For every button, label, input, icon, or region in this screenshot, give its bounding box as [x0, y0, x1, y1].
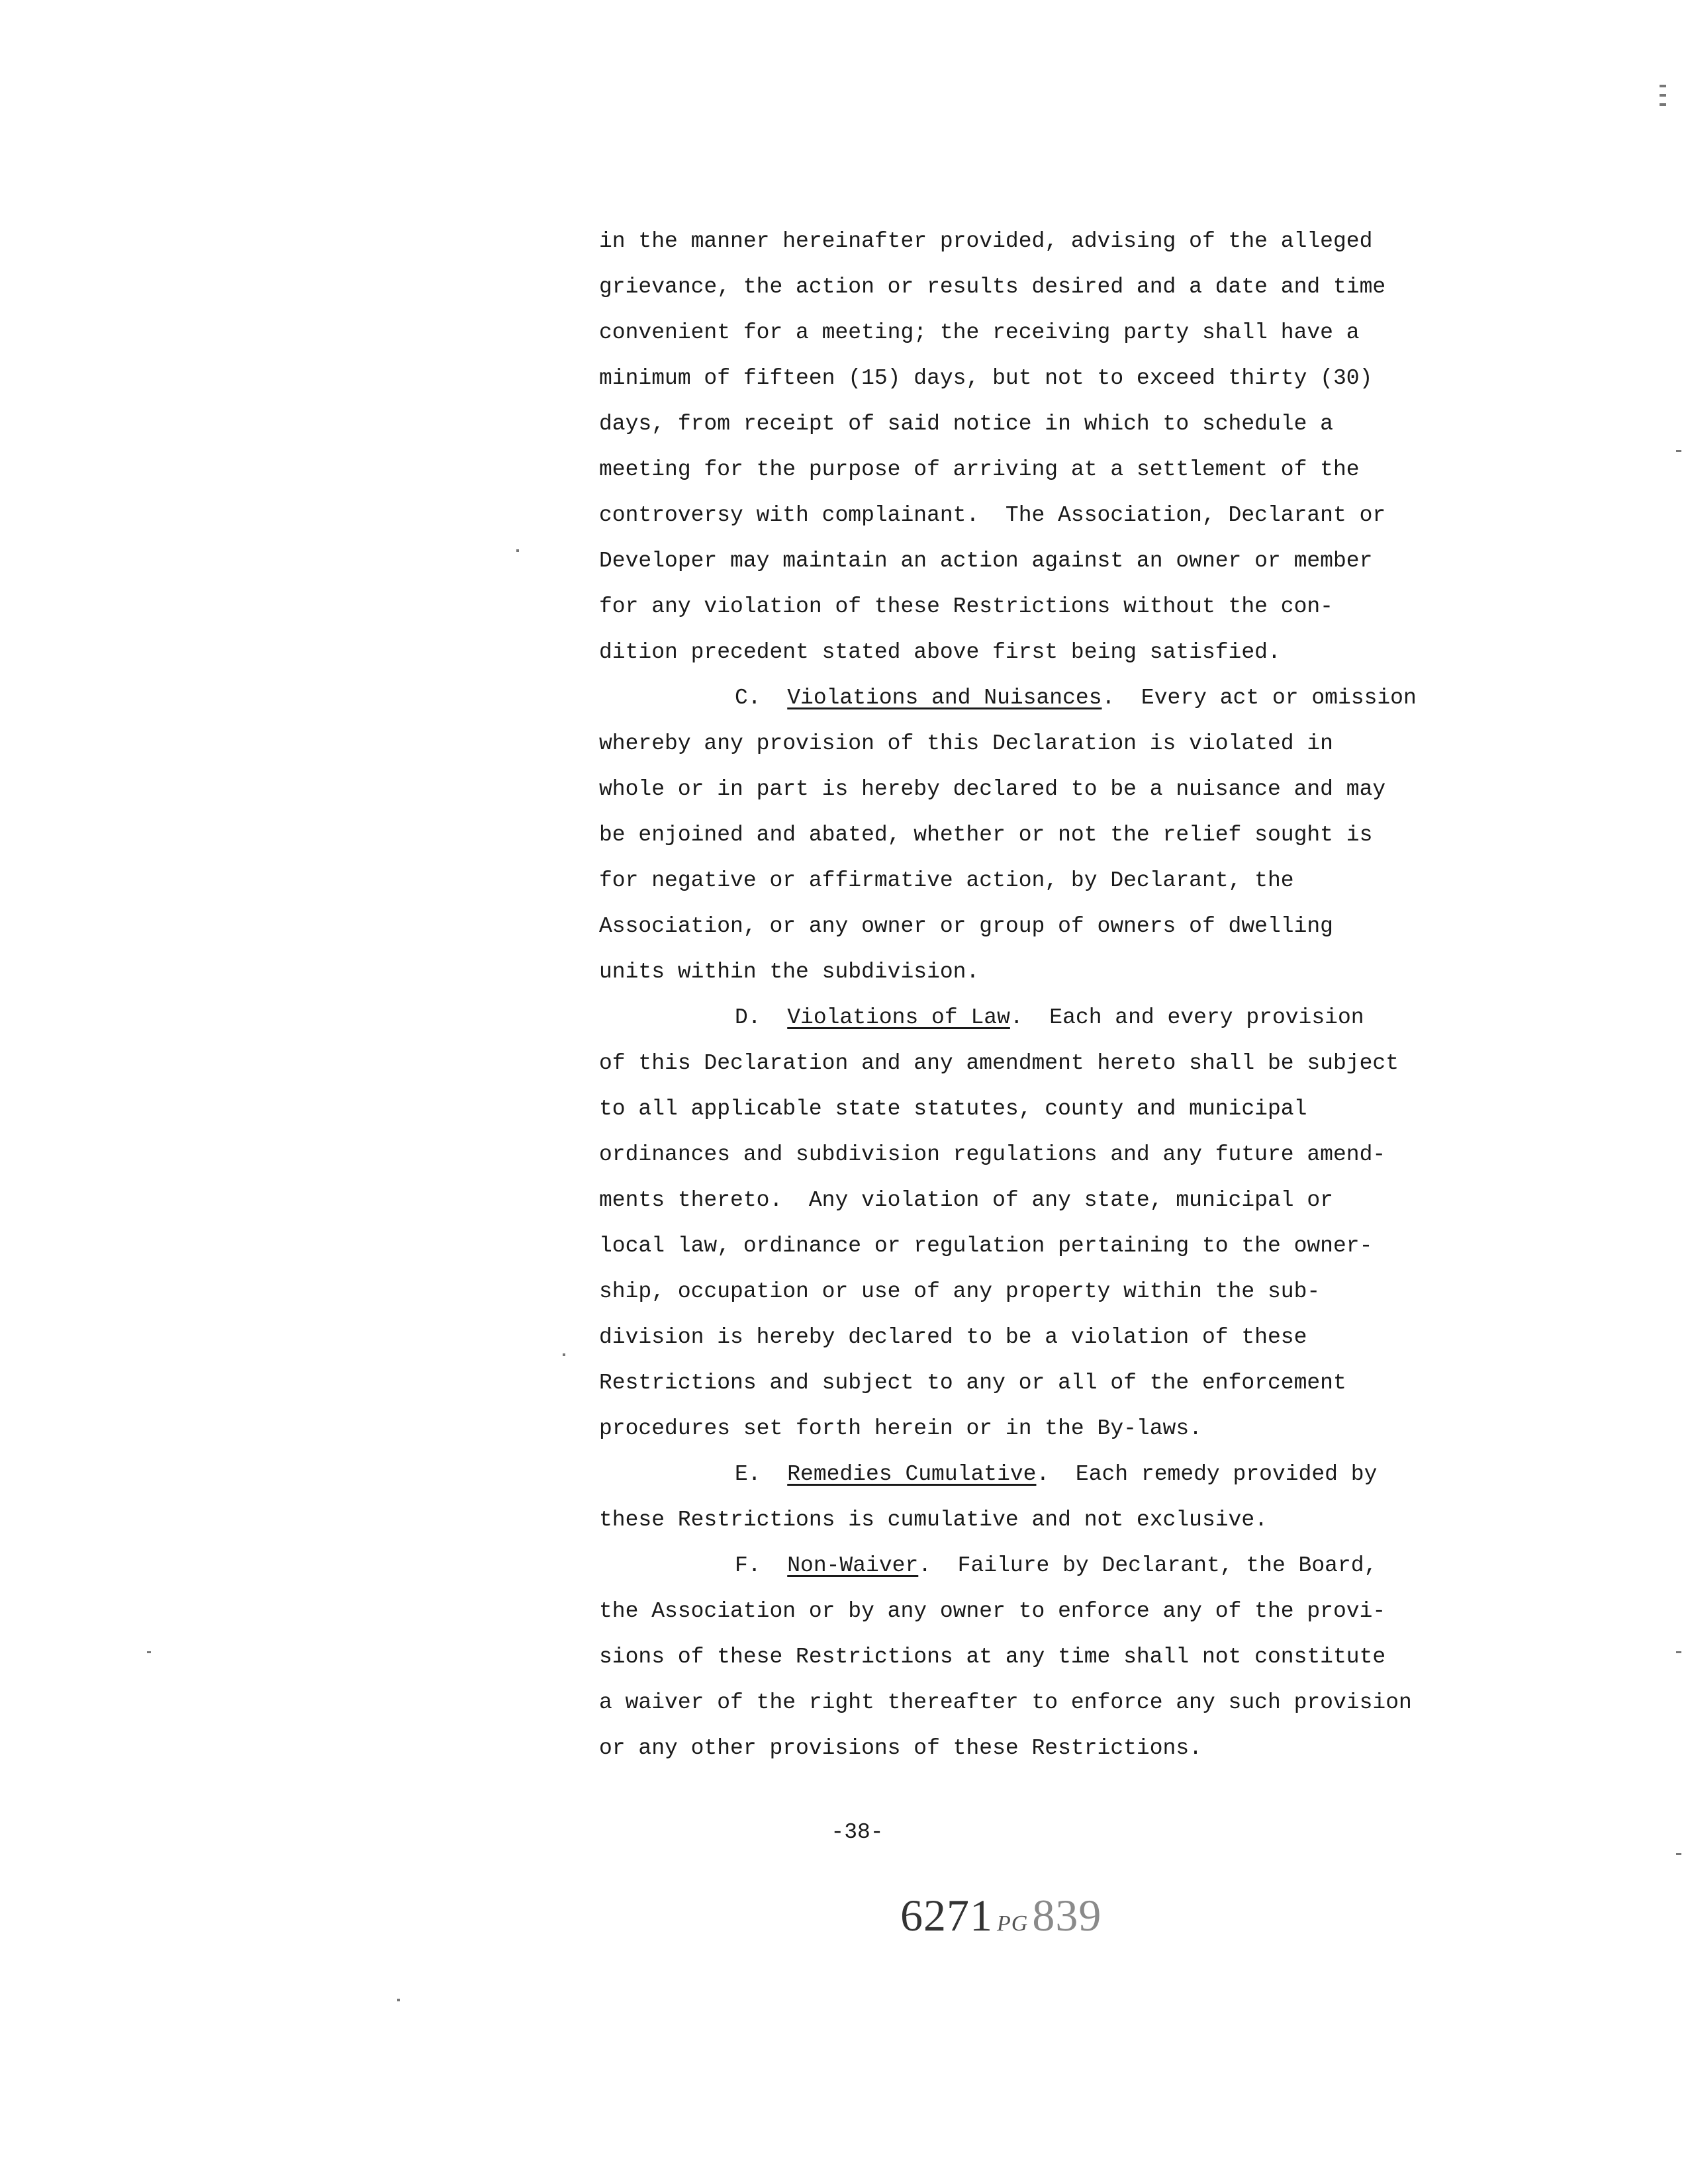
line-text: of this Declaration and any amendment hereto shall be subject	[599, 1051, 1399, 1075]
section-heading: Non-Waiver	[787, 1553, 919, 1578]
text-line	[599, 355, 1460, 401]
line-text: to all applicable state statutes, county and municipal	[599, 1097, 1307, 1121]
text-line	[599, 1132, 1460, 1177]
text-line	[599, 1086, 1460, 1132]
book-page-separator: PG	[997, 1911, 1029, 1936]
line-text: units within the subdivision.	[599, 960, 980, 984]
text-line	[599, 1314, 1460, 1360]
text-line	[599, 1588, 1460, 1634]
line-text: . Every act or omission	[1102, 686, 1417, 710]
text-line	[599, 1269, 1460, 1314]
section-label: C.	[735, 686, 761, 710]
text-line	[599, 492, 1460, 538]
book-number: 6271	[900, 1890, 993, 1940]
text-line	[599, 1360, 1460, 1406]
line-text: a waiver of the right thereafter to enforce any such provision	[599, 1690, 1412, 1715]
line-text: the Association or by any owner to enforce any of the provi-	[599, 1599, 1386, 1623]
text-line	[599, 1543, 1460, 1588]
line-text: ments thereto. Any violation of any state, municipal or	[599, 1188, 1333, 1212]
scan-mark	[147, 1651, 151, 1653]
text-line	[599, 949, 1460, 995]
scan-mark	[563, 1353, 565, 1356]
line-text: division is hereby declared to be a violation of these	[599, 1325, 1307, 1349]
scan-mark	[1660, 85, 1666, 87]
scan-mark	[1660, 94, 1666, 97]
scan-mark	[1676, 450, 1681, 452]
line-text: dition precedent stated above first being satisfied.	[599, 640, 1281, 664]
text-line	[599, 447, 1460, 492]
line-text: Restrictions and subject to any or all of the enforcement	[599, 1371, 1346, 1395]
line-text: . Failure by Declarant, the Board,	[918, 1553, 1378, 1578]
text-line	[599, 401, 1460, 447]
line-text: days, from receipt of said notice in which to schedule a	[599, 412, 1333, 436]
line-text: whole or in part is hereby declared to be a nuisance and may	[599, 777, 1386, 801]
text-line	[599, 1497, 1460, 1543]
section-label: E.	[735, 1462, 761, 1486]
page-number: -38-	[831, 1820, 884, 1844]
line-text: for negative or affirmative action, by Declarant, the	[599, 868, 1294, 893]
line-text: be enjoined and abated, whether or not the relief sought is	[599, 823, 1373, 847]
scan-mark	[1676, 1853, 1681, 1855]
section-heading: Violations and Nuisances	[787, 686, 1102, 710]
scan-mark	[516, 549, 519, 552]
text-line	[599, 1177, 1460, 1223]
line-text: ordinances and subdivision regulations and any future amend-	[599, 1142, 1386, 1167]
text-line	[599, 1725, 1460, 1771]
section-heading: Violations of Law	[787, 1005, 1010, 1030]
scan-mark	[1676, 1651, 1681, 1653]
line-text: these Restrictions is cumulative and not exclusive.	[599, 1508, 1268, 1532]
line-text: for any violation of these Restrictions without the con-	[599, 594, 1333, 619]
text-line	[599, 1680, 1460, 1725]
line-text: Developer may maintain an action against an owner or member	[599, 549, 1373, 573]
text-line	[599, 1040, 1460, 1086]
section-label: D.	[735, 1005, 761, 1030]
text-line	[599, 903, 1460, 949]
text-line	[599, 1223, 1460, 1269]
line-text: . Each and every provision	[1009, 1005, 1364, 1030]
text-line	[599, 538, 1460, 584]
line-text: in the manner hereinafter provided, advising of the alleged	[599, 229, 1373, 253]
line-text: grievance, the action or results desired and a date and time	[599, 275, 1386, 299]
text-line	[599, 1451, 1460, 1497]
text-line	[599, 995, 1460, 1040]
line-text: controversy with complainant. The Association, Declarant or	[599, 503, 1386, 527]
text-line	[599, 310, 1460, 355]
scan-mark	[1660, 103, 1666, 106]
text-line	[599, 766, 1460, 812]
text-line	[599, 264, 1460, 310]
line-text: minimum of fifteen (15) days, but not to exceed thirty (30)	[599, 366, 1373, 390]
scan-mark	[397, 1999, 400, 2001]
line-text: ship, occupation or use of any property within the sub-	[599, 1279, 1321, 1304]
line-text: procedures set forth herein or in the By-laws.	[599, 1416, 1202, 1441]
line-text: Association, or any owner or group of owners of dwelling	[599, 914, 1333, 938]
text-line	[599, 218, 1460, 264]
text-line	[599, 1406, 1460, 1451]
recording-page-number: 839	[1032, 1890, 1102, 1940]
text-line	[599, 1634, 1460, 1680]
text-line	[599, 812, 1460, 858]
line-text: meeting for the purpose of arriving at a settlement of the	[599, 457, 1360, 482]
book-page-stamp	[900, 1889, 1102, 1942]
section-label: F.	[735, 1553, 761, 1578]
body-text	[599, 218, 1460, 1771]
line-text: local law, ordinance or regulation pertaining to the owner-	[599, 1234, 1373, 1258]
line-text: or any other provisions of these Restrictions.	[599, 1736, 1202, 1760]
text-line	[599, 675, 1460, 721]
line-text: sions of these Restrictions at any time shall not constitute	[599, 1645, 1386, 1669]
line-text: whereby any provision of this Declaration is violated in	[599, 731, 1333, 756]
section-heading: Remedies Cumulative	[787, 1462, 1037, 1486]
line-text: . Each remedy provided by	[1036, 1462, 1378, 1486]
text-line	[599, 721, 1460, 766]
text-line	[599, 584, 1460, 629]
text-line	[599, 629, 1460, 675]
line-text: convenient for a meeting; the receiving party shall have a	[599, 320, 1360, 345]
text-line	[599, 858, 1460, 903]
